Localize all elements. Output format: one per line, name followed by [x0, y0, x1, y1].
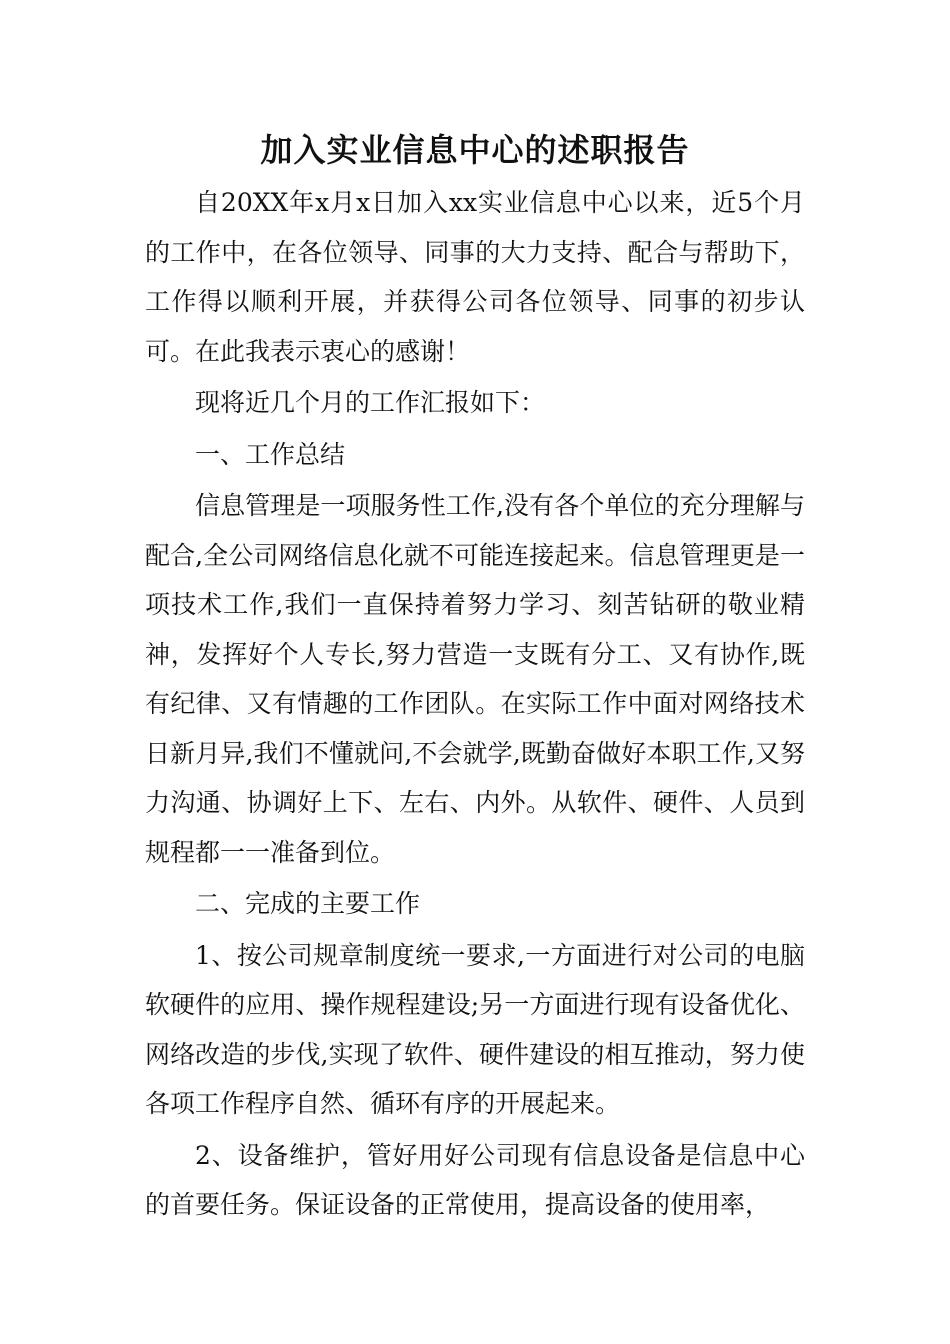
document-title: 加入实业信息中心的述职报告 [260, 131, 690, 169]
paragraph-intro: 自20XX年x月x日加入xx实业信息中心以来，近5个月的工作中，在各位领导、同事的大力支持、配合与帮助下，工作得以顺利开展，并获得公司各位领导、同事的初步认可。在此我表示衷心的感谢！ [145, 188, 805, 366]
paragraph-item-1: 1、按公司规章制度统一要求,一方面进行对公司的电脑软硬件的应用、操作规程建设;另一方面进行现有设备优化、网络改造的步伐,实现了软件、硬件建设的相互推动，努力使各项工作程序自然、循环有序的开展起来。 [145, 940, 805, 1118]
document-body [145, 178, 805, 1230]
paragraph-item-2: 2、设备维护，管好用好公司现有信息设备是信息中心的首要任务。保证设备的正常使用，提高设备的使用率， [145, 1140, 805, 1219]
section-heading-main-work: 二、完成的主要工作 [195, 889, 421, 918]
paragraph-report-lead: 现将近几个月的工作汇报如下： [195, 388, 546, 417]
section-heading-work-summary: 一、工作总结 [195, 439, 346, 469]
paragraph-work-summary: 信息管理是一项服务性工作,没有各个单位的充分理解与配合,全公司网络信息化就不可能连接起来。信息管理更是一项技术工作,我们一直保持着努力学习、刻苦钻研的敬业精神，发挥好个人专长,努力营造一支既有分工、又有协作,既有纪律、又有情趣的工作团队。在实际工作中面对网络技术日新月异,我们不懂就问,不会就学,既勤奋做好本职工作,又努力沟通、协调好上下、左右、内外。从软件、硬件、人员到规程都一一准备到位。 [145, 491, 805, 867]
